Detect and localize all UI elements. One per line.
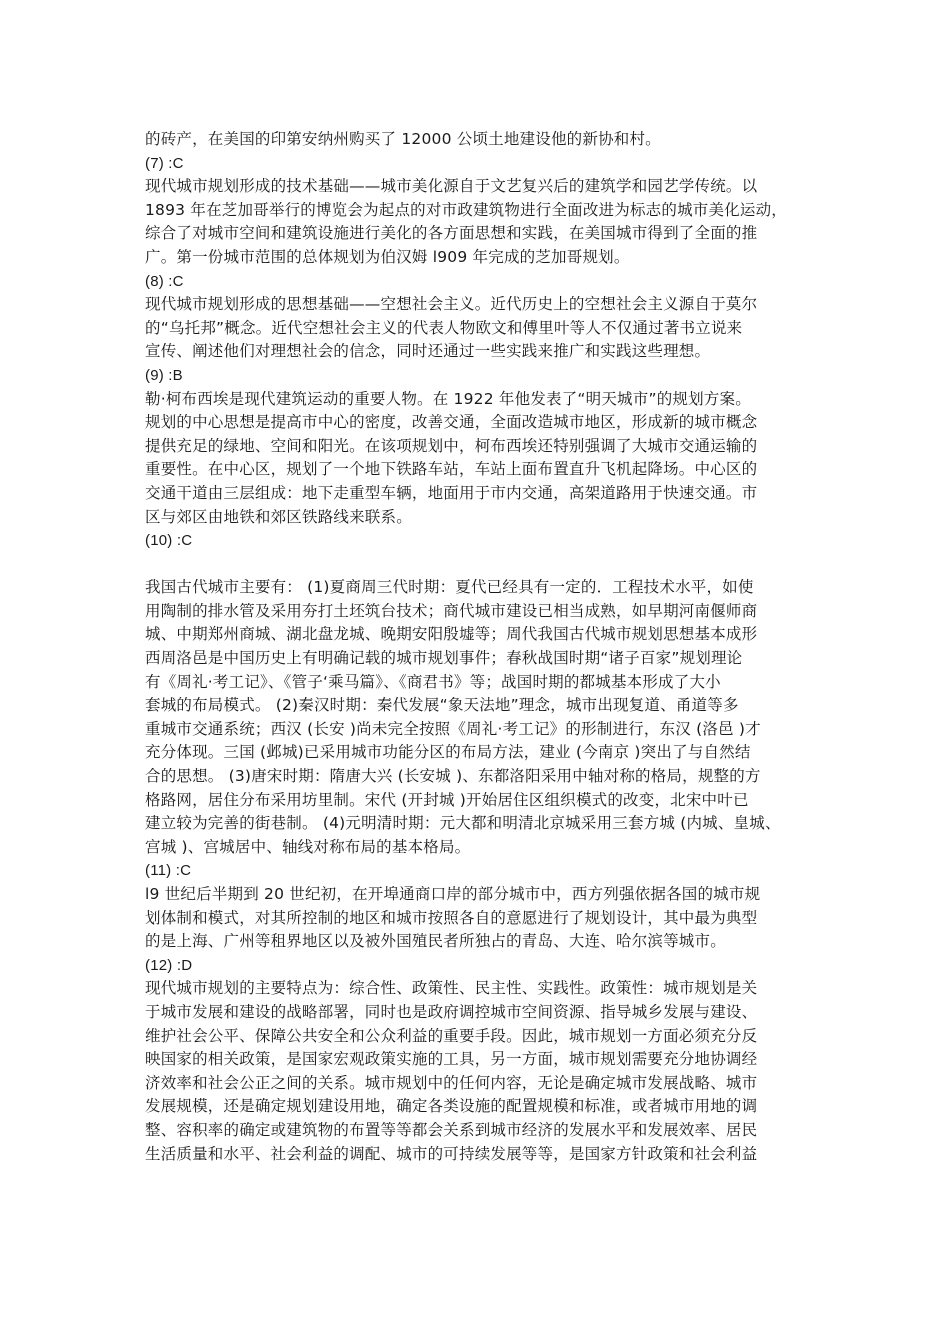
text-line: 济效率和社会公正之间的关系。城市规划中的任何内容，无论是确定城市发展战略、城市	[145, 1073, 758, 1092]
text-line: 套城的布局模式。 (2)秦汉时期：秦代发展“象天法地”理念，城市出现复道、甬道等多	[145, 696, 739, 715]
text-line: 现代城市规划的主要特点为：综合性、政策性、民主性、实践性。政策性：城市规划是关	[145, 979, 758, 998]
text-line: 划体制和模式，对其所控制的地区和城市按照各自的意愿进行了规划设计，其中最为典型	[145, 908, 758, 927]
explanation-paragraph	[145, 293, 813, 364]
explanation-paragraph	[145, 388, 813, 530]
answer-label: (8) :C	[145, 272, 184, 290]
explanation-paragraph	[145, 128, 813, 152]
blank-line	[145, 553, 813, 577]
text-line: 充分体现。三国 (邺城)已采用城市功能分区的布局方法，建业 (今南京 )突出了与自然结	[145, 743, 751, 762]
explanation-paragraph	[145, 175, 813, 269]
answer-label: (11) :C	[145, 862, 192, 880]
text-line: 整、容积率的确定或建筑物的布置等等都会关系到城市经济的发展水平和发展效率、居民	[145, 1120, 758, 1139]
text-line: 有《周礼·考工记》、《管子‘乘马篇》、《商君书》等；战国时期的都城基本形成了大小	[145, 672, 721, 691]
text-line: 格路网，居住分布采用坊里制。宋代 (开封城 )开始居住区组织模式的改变，北宋中叶已	[145, 790, 749, 809]
text-line: 综合了对城市空间和建筑设施进行美化的各方面思想和实践，在美国城市得到了全面的推	[145, 224, 758, 243]
text-line: 重城市交通系统；西汉 (长安 )尚未完全按照《周礼·考工记》的形制进行，东汉 (洛邑 )才	[145, 719, 761, 738]
answer-label: (10) :C	[145, 532, 193, 550]
text-line: 现代城市规划形成的思想基础——空想社会主义。近代历史上的空想社会主义源自于莫尔	[145, 295, 758, 314]
text-line: 1893 年在芝加哥举行的博览会为起点的对市政建筑物进行全面改进为标志的城市美化运动，	[145, 200, 787, 219]
text-line: 建立较为完善的街巷制。 (4)元明清时期：元大都和明清北京城采用三套方城 (内城、皇城、	[145, 814, 781, 833]
text-line: 城、中期郑州商城、湖北盘龙城、晚期安阳殷墟等；周代我国古代城市规划思想基本成形	[145, 625, 758, 644]
text-line: 提供充足的绿地、空间和阳光。在该项规划中，柯布西埃还特别强调了大城市交通运输的	[145, 436, 758, 455]
text-line: 广。第一份城市范围的总体规划为伯汉姆 l909 年完成的芝加哥规划。	[145, 247, 630, 266]
text-line: 维护社会公平、保障公共安全和公众利益的重要手段。因此，城市规划一方面必须充分反	[145, 1026, 758, 1045]
text-line: 宣传、阐述他们对理想社会的信念，同时还通过一些实践来推广和实践这些理想。	[145, 342, 711, 361]
text-line: 规划的中心思想是提高市中心的密度，改善交通，全面改造城市地区，形成新的城市概念	[145, 413, 758, 432]
text-line: 发展规模，还是确定规划建设用地，确定各类设施的配置规模和标准，或者城市用地的调	[145, 1097, 758, 1116]
text-line: 我国古代城市主要有： (1)夏商周三代时期：夏代已经具有一定的．工程技术水平，如使	[145, 578, 754, 597]
answer-label: (9) :B	[145, 366, 183, 384]
text-line: 交通干道由三层组成：地下走重型车辆，地面用于市内交通，高架道路用于快速交通。市	[145, 483, 758, 502]
answer-label: (12) :D	[145, 956, 193, 974]
text-line: 重要性。在中心区，规划了一个地下铁路车站，车站上面布置直升飞机起降场。中心区的	[145, 460, 758, 479]
text-line: 映国家的相关政策，是国家宏观政策实施的工具，另一方面，城市规划需要充分地协调经	[145, 1050, 758, 1069]
text-line: 的砖产，在美国的印第安纳州购买了 12000 公顷土地建设他的新协和村。	[145, 130, 661, 148]
text-line: l9 世纪后半期到 20 世纪初，在开埠通商口岸的部分城市中，西方列强依据各国的城市规	[145, 885, 761, 903]
explanation-paragraph	[145, 576, 813, 859]
text-line: 现代城市规划形成的技术基础——城市美化源自于文艺复兴后的建筑学和园艺学传统。以	[145, 177, 758, 196]
document-page	[145, 128, 813, 1166]
explanation-paragraph	[145, 977, 813, 1166]
text-line: 宫城 )、宫城居中、轴线对称布局的基本格局。	[145, 837, 471, 856]
text-line: 于城市发展和建设的战略部署，同时也是政府调控城市空间资源、指导城乡发展与建设、	[145, 1002, 758, 1021]
text-line: 的“乌托邦”概念。近代空想社会主义的代表人物欧文和傅里叶等人不仅通过著书立说来	[145, 318, 743, 337]
text-line: 勒·柯布西埃是现代建筑运动的重要人物。在 1922 年他发表了“明天城市”的规划方案。	[145, 389, 751, 408]
answer-label: (7) :C	[145, 154, 184, 172]
text-line: 生活质量和水平、社会利益的调配、城市的可持续发展等等，是国家方针政策和社会利益	[145, 1144, 758, 1163]
explanation-paragraph	[145, 883, 813, 954]
text-line: 的是上海、广州等租界地区以及被外国殖民者所独占的青岛、大连、哈尔滨等城市。	[145, 932, 726, 951]
text-line: 合的思想。 (3)唐宋时期：隋唐大兴 (长安城 )、东都洛阳采用中轴对称的格局，规整的方	[145, 767, 761, 786]
text-line: 区与郊区由地铁和郊区铁路线来联系。	[145, 507, 412, 526]
text-line: 西周洛邑是中国历史上有明确记载的城市规划事件；春秋战国时期“诸子百家”规划理论	[145, 649, 743, 668]
text-line: 用陶制的排水管及采用夯打土坯筑台技术；商代城市建设已相当成熟，如早期河南偃师商	[145, 601, 758, 620]
